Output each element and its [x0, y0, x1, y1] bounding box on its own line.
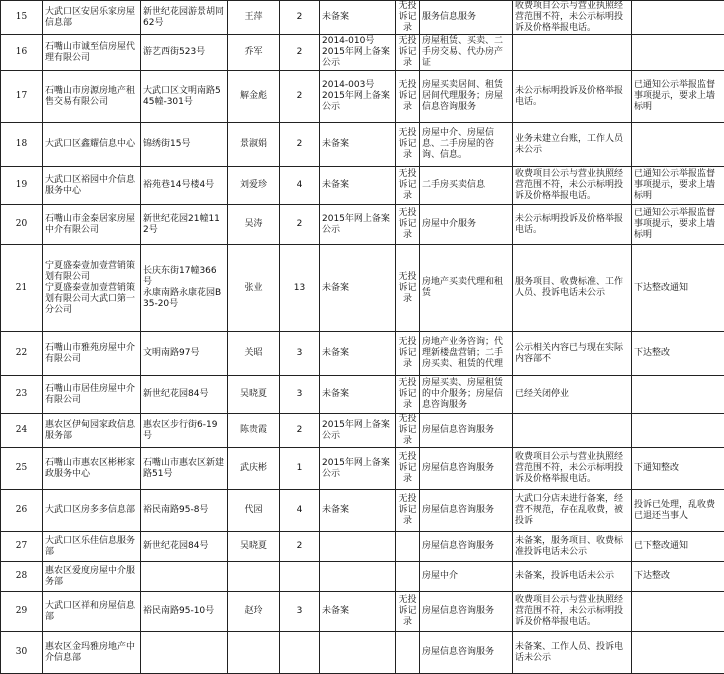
agency-name: 石嘴山市惠农区彬彬家政服务中心: [43, 448, 141, 490]
complaint-record: [396, 632, 420, 674]
responsible-person: [228, 632, 280, 674]
action-taken: 已通知公示举报监督事项提示，要求上墙标明: [632, 167, 724, 205]
problem-found: 未备案、工作人员、投诉电话未公示: [513, 632, 632, 674]
action-taken: [632, 1, 724, 35]
row-number: 28: [1, 562, 43, 592]
action-taken: 下达整改: [632, 562, 724, 592]
action-taken: [632, 35, 724, 71]
responsible-person: 关昭: [228, 332, 280, 376]
action-taken: 下达整改通知: [632, 245, 724, 332]
row-number: 21: [1, 245, 43, 332]
responsible-person: 赵玲: [228, 592, 280, 632]
action-taken: [632, 414, 724, 448]
agency-address: 裕民南路95-10号: [141, 592, 228, 632]
action-taken: [632, 632, 724, 674]
table-row: [1, 414, 724, 448]
problem-found: 未备案，服务项目、收费标准投诉电话未公示: [513, 532, 632, 562]
filing-status: 未备案: [320, 123, 396, 167]
staff-count: 2: [280, 1, 320, 35]
table-row: [1, 376, 724, 414]
filing-status: 2015年网上备案公示: [320, 414, 396, 448]
staff-count: 3: [280, 332, 320, 376]
table-row: [1, 532, 724, 562]
table-row: [1, 562, 724, 592]
action-taken: 下通知整改: [632, 448, 724, 490]
filing-status: 未备案: [320, 245, 396, 332]
agency-address: 文明南路97号: [141, 332, 228, 376]
business-scope: 房地产买卖代理和租赁: [420, 245, 513, 332]
complaint-record: [396, 532, 420, 562]
action-taken: 下达整改: [632, 332, 724, 376]
complaint-record: 无投诉记录: [396, 71, 420, 123]
agency-address: [141, 562, 228, 592]
staff-count: 1: [280, 448, 320, 490]
agency-name: 石嘴山市金泰居家房屋中介有限公司: [43, 205, 141, 245]
agency-address: 游艺西街523号: [141, 35, 228, 71]
filing-status: 未备案: [320, 592, 396, 632]
responsible-person: 刘爱珍: [228, 167, 280, 205]
business-scope: 房屋信息咨询服务: [420, 632, 513, 674]
row-number: 19: [1, 167, 43, 205]
agency-address: 新世纪花园84号: [141, 376, 228, 414]
staff-count: 2: [280, 205, 320, 245]
business-scope: 房屋中介、房屋信息、二手房屋的咨询、信息。: [420, 123, 513, 167]
business-scope: 服务信息服务: [420, 1, 513, 35]
complaint-record: 无投诉记录: [396, 332, 420, 376]
table-row: [1, 245, 724, 332]
problem-found: [513, 35, 632, 71]
agency-address: 新世纪花园游景胡同62号: [141, 1, 228, 35]
staff-count: 2: [280, 35, 320, 71]
complaint-record: 无投诉记录: [396, 167, 420, 205]
complaint-record: 无投诉记录: [396, 376, 420, 414]
responsible-person: 解金彪: [228, 71, 280, 123]
action-taken: 投诉已处理，乱收费已退还当事人: [632, 490, 724, 532]
agency-name: 大武口区房多多信息部: [43, 490, 141, 532]
staff-count: 3: [280, 592, 320, 632]
table-row: [1, 1, 724, 35]
row-number: 23: [1, 376, 43, 414]
action-taken: [632, 592, 724, 632]
agency-name: 惠农区伊甸园家政信息服务部: [43, 414, 141, 448]
filing-status: 2014-010号 2015年网上备案公示: [320, 35, 396, 71]
business-scope: 房屋信息咨询服务: [420, 490, 513, 532]
business-scope: 房屋信息咨询服务: [420, 592, 513, 632]
business-scope: 房屋中介: [420, 562, 513, 592]
responsible-person: [228, 562, 280, 592]
table-row: [1, 71, 724, 123]
staff-count: 4: [280, 490, 320, 532]
table-row: [1, 490, 724, 532]
problem-found: 收费项目公示与营业执照经营范围不符，未公示标明投诉及价格举报电话。: [513, 592, 632, 632]
agency-name: 大武口区鑫耀信息中心: [43, 123, 141, 167]
problem-found: [513, 414, 632, 448]
agency-address: [141, 632, 228, 674]
agency-name: 石嘴山市诚至信房屋代理有限公司: [43, 35, 141, 71]
row-number: 27: [1, 532, 43, 562]
table-row: [1, 35, 724, 71]
business-scope: 房屋信息咨询服务: [420, 532, 513, 562]
business-scope: 房屋信息咨询服务: [420, 448, 513, 490]
business-scope: 房地产业务咨询；代理新楼盘营销；二手房买卖、租赁的代理: [420, 332, 513, 376]
responsible-person: 张业: [228, 245, 280, 332]
responsible-person: 武庆彬: [228, 448, 280, 490]
filing-status: [320, 632, 396, 674]
agency-name: 惠农区金玛雅房地产中介信息部: [43, 632, 141, 674]
problem-found: 未备案，投诉电话未公示: [513, 562, 632, 592]
agency-address: 裕民南路95-8号: [141, 490, 228, 532]
filing-status: 2015年网上备案公示: [320, 205, 396, 245]
problem-found: 收费项目公示与营业执照经营范围不符，未公示标明投诉及价格举报电话。: [513, 167, 632, 205]
table-body: [1, 1, 724, 674]
row-number: 24: [1, 414, 43, 448]
problem-found: 已经关闭停业: [513, 376, 632, 414]
row-number: 30: [1, 632, 43, 674]
problem-found: 业务未建立台账，工作人员未公示: [513, 123, 632, 167]
staff-count: 2: [280, 123, 320, 167]
complaint-record: 无投诉记录: [396, 448, 420, 490]
staff-count: 13: [280, 245, 320, 332]
action-taken: 已下整改通知: [632, 532, 724, 562]
responsible-person: 景淑娟: [228, 123, 280, 167]
row-number: 16: [1, 35, 43, 71]
complaint-record: 无投诉记录: [396, 205, 420, 245]
responsible-person: 乔军: [228, 35, 280, 71]
agency-name: 大武口区祥和房屋信息部: [43, 592, 141, 632]
row-number: 26: [1, 490, 43, 532]
complaint-record: 无投诉记录: [396, 123, 420, 167]
complaint-record: 无投诉记录: [396, 592, 420, 632]
table-row: [1, 332, 724, 376]
responsible-person: 吴晓夏: [228, 376, 280, 414]
action-taken: 已通知公示举报监督事项提示，要求上墙标明: [632, 71, 724, 123]
table-row: [1, 632, 724, 674]
responsible-person: 陈贵霞: [228, 414, 280, 448]
action-taken: 已通知公示举报监督事项提示，要求上墙标明: [632, 205, 724, 245]
problem-found: 收费项目公示与营业执照经营范围不符，未公示标明投诉及价格举报电话。: [513, 1, 632, 35]
agency-address: 裕苑巷14号楼4号: [141, 167, 228, 205]
table-row: [1, 205, 724, 245]
row-number: 29: [1, 592, 43, 632]
table-row: [1, 123, 724, 167]
business-scope: 二手房买卖信息: [420, 167, 513, 205]
complaint-record: 无投诉记录: [396, 414, 420, 448]
filing-status: 2014-003号 2015年网上备案公示: [320, 71, 396, 123]
problem-found: 公示相关内容已与现在实际内容部不: [513, 332, 632, 376]
agency-address: 锦绣街15号: [141, 123, 228, 167]
responsible-person: 代园: [228, 490, 280, 532]
filing-status: 2015年网上备案公示: [320, 448, 396, 490]
complaint-record: 无投诉记录: [396, 245, 420, 332]
filing-status: 未备案: [320, 332, 396, 376]
agency-name: 大武口区安居乐家房屋信息部: [43, 1, 141, 35]
complaint-record: 无投诉记录: [396, 35, 420, 71]
agency-name: 石嘴山市房源房地产租售交易有限公司: [43, 71, 141, 123]
agency-name: 宁夏盛泰壹加壹营销策划有限公司 宁夏盛泰壹加壹营销策划有限公司大武口第一分公司: [43, 245, 141, 332]
problem-found: 未公示标明投诉及价格举报电话。: [513, 205, 632, 245]
filing-status: 未备案: [320, 167, 396, 205]
agency-name: 大武口区裕园中介信息服务中心: [43, 167, 141, 205]
staff-count: 2: [280, 71, 320, 123]
staff-count: 3: [280, 376, 320, 414]
filing-status: 未备案: [320, 376, 396, 414]
agency-address: 新世纪花园21幢112号: [141, 205, 228, 245]
agency-name: 石嘴山市雅苑房屋中介有限公司: [43, 332, 141, 376]
action-taken: [632, 376, 724, 414]
business-scope: 房屋租赁、买卖、二手房交易、代办房产证: [420, 35, 513, 71]
staff-count: [280, 562, 320, 592]
complaint-record: 无投诉记录: [396, 490, 420, 532]
agency-name: 大武口区乐佳信息服务部: [43, 532, 141, 562]
row-number: 25: [1, 448, 43, 490]
agency-name: 石嘴山市居佳房屋中介有限公司: [43, 376, 141, 414]
filing-status: [320, 562, 396, 592]
staff-count: 4: [280, 167, 320, 205]
table-row: [1, 592, 724, 632]
row-number: 22: [1, 332, 43, 376]
responsible-person: 吴晓夏: [228, 532, 280, 562]
agency-address: 新世纪花园84号: [141, 532, 228, 562]
agency-address: 石嘴山市惠农区新建路51号: [141, 448, 228, 490]
responsible-person: 王萍: [228, 1, 280, 35]
row-number: 18: [1, 123, 43, 167]
agency-address: 惠农区步行街6-19号: [141, 414, 228, 448]
table-row: [1, 448, 724, 490]
problem-found: 服务项目、收费标准、工作人员、投诉电话未公示: [513, 245, 632, 332]
agency-address: 长庆东街17幢366号 永康南路永康花园B35-20号: [141, 245, 228, 332]
problem-found: 大武口分店未进行备案，经营不规范，存在乱收费，被投诉: [513, 490, 632, 532]
action-taken: [632, 123, 724, 167]
filing-status: 未备案: [320, 490, 396, 532]
row-number: 15: [1, 1, 43, 35]
agency-address: 大武口区文明南路545幢-301号: [141, 71, 228, 123]
staff-count: [280, 632, 320, 674]
problem-found: 收费项目公示与营业执照经营范围不符，未公示标明投诉及价格举报电话。: [513, 448, 632, 490]
staff-count: 2: [280, 532, 320, 562]
business-scope: 房屋买卖、房屋租赁的中介服务；房屋信息咨询服务: [420, 376, 513, 414]
business-scope: 房屋中介服务: [420, 205, 513, 245]
responsible-person: 吴涛: [228, 205, 280, 245]
agency-name: 惠农区爱度房屋中介服务部: [43, 562, 141, 592]
filing-status: [320, 532, 396, 562]
business-scope: 房屋买卖居间、租赁居间代理服务；房屋信息咨询服务: [420, 71, 513, 123]
complaint-record: [396, 562, 420, 592]
staff-count: 2: [280, 414, 320, 448]
table-row: [1, 167, 724, 205]
filing-status: 未备案: [320, 1, 396, 35]
business-scope: 房屋信息咨询服务: [420, 414, 513, 448]
complaint-record: 无投诉记录: [396, 1, 420, 35]
row-number: 20: [1, 205, 43, 245]
row-number: 17: [1, 71, 43, 123]
problem-found: 未公示标明投诉及价格举报电话。: [513, 71, 632, 123]
